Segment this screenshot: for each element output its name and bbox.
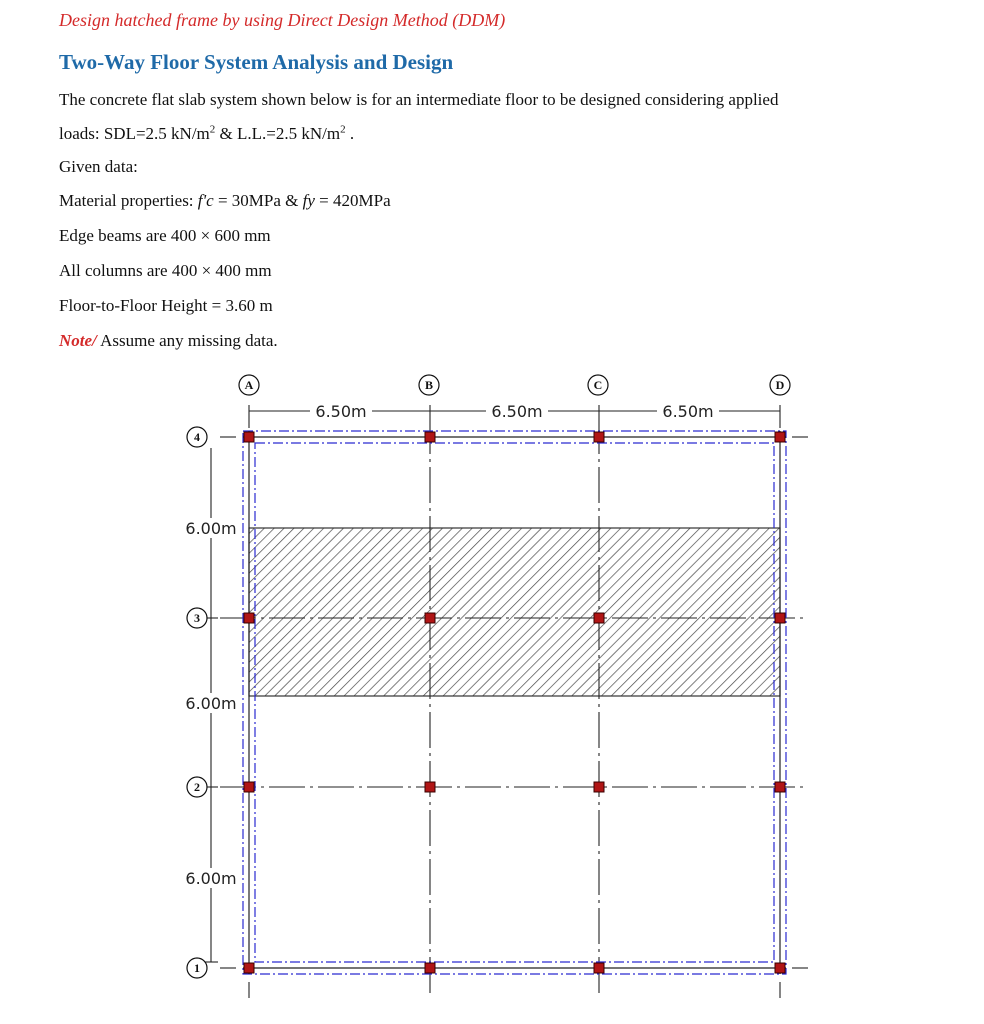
fc-symbol: f'c	[197, 191, 214, 210]
span-label-BC: 6.50m	[491, 402, 543, 421]
column-A1	[244, 963, 254, 973]
span-label-3-2: 6.00m	[185, 694, 237, 713]
column-B2	[425, 782, 435, 792]
fy-value: = 420MPa	[314, 191, 391, 210]
column-A2	[244, 782, 254, 792]
column-B4	[425, 432, 435, 442]
edge-beams-text: Edge beams are 400 × 600 mm	[59, 226, 271, 245]
fy-symbol: fy	[302, 191, 315, 210]
grid-label-2: 2	[194, 780, 200, 794]
given-label: Given data:	[59, 157, 138, 176]
loads-mid: & L.L.=2.5 kN/m	[215, 124, 341, 143]
span-label-CD: 6.50m	[662, 402, 714, 421]
edge-beam-outer	[243, 431, 786, 974]
edge-beam-inner	[255, 443, 774, 962]
column-C1	[594, 963, 604, 973]
column-B1	[425, 963, 435, 973]
intro-text: The concrete flat slab system shown below is for an intermediate floor to be designed considering applied	[59, 90, 779, 109]
column-D4	[775, 432, 785, 442]
grid-label-1: 1	[194, 961, 200, 975]
column-A4	[244, 432, 254, 442]
grid-label-B: B	[424, 378, 434, 392]
column-D2	[775, 782, 785, 792]
note-body: Assume any missing data.	[96, 331, 278, 350]
span-label-AB: 6.50m	[315, 402, 367, 421]
material-prefix: Material properties:	[59, 191, 198, 210]
grid-label-C: C	[593, 378, 603, 392]
note-label: Note/	[59, 331, 97, 350]
span-label-4-3: 6.00m	[185, 519, 237, 538]
column-B3	[425, 613, 435, 623]
column-A3	[244, 613, 254, 623]
exponent: 2	[209, 123, 216, 136]
loads-suffix: .	[345, 124, 355, 143]
fc-value: = 30MPa &	[213, 191, 303, 210]
span-label-2-1: 6.00m	[185, 869, 237, 888]
grid-label-D: D	[775, 378, 785, 392]
column-C2	[594, 782, 604, 792]
column-C3	[594, 613, 604, 623]
subtitle: Design hatched frame by using Direct Design Method (DDM)	[59, 10, 506, 30]
page-title: Two-Way Floor System Analysis and Design	[59, 50, 454, 74]
grid-label-3: 3	[194, 611, 200, 625]
hatched-design-strip	[249, 528, 780, 696]
height-text: Floor-to-Floor Height = 3.60 m	[59, 296, 273, 315]
loads-prefix: loads: SDL=2.5 kN/m	[59, 124, 210, 143]
grid-label-A: A	[244, 378, 254, 392]
column-D1	[775, 963, 785, 973]
column-D3	[775, 613, 785, 623]
grid-label-4: 4	[194, 430, 200, 444]
exponent: 2	[340, 123, 346, 136]
column-C4	[594, 432, 604, 442]
columns-text: All columns are 400 × 400 mm	[59, 261, 272, 280]
